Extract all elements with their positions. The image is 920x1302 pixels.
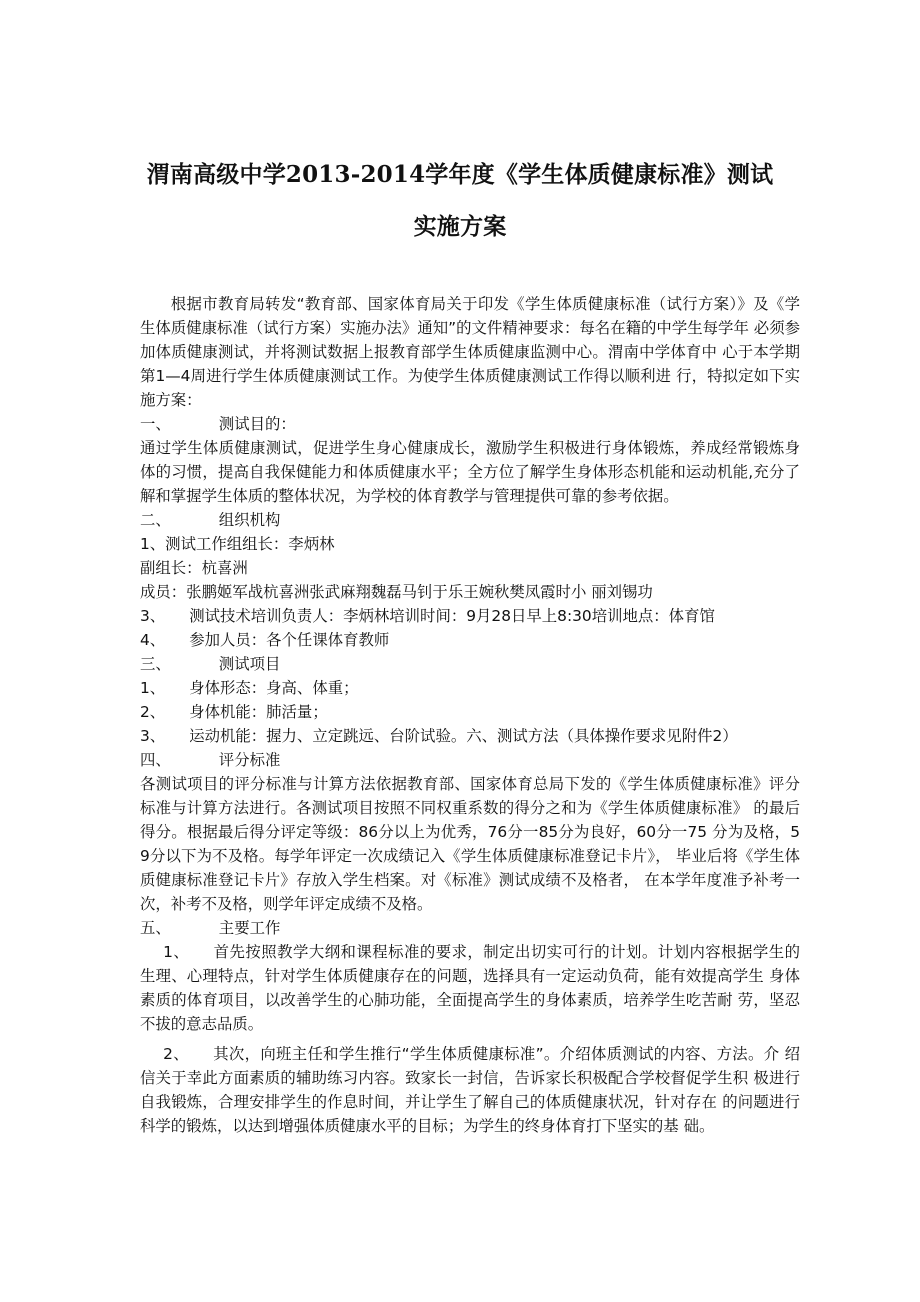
section-2-heading [140, 508, 800, 532]
section-4-title: 评分标准 [218, 751, 281, 769]
section-2-item-3 [140, 604, 800, 628]
section-2-title: 组织机构 [218, 511, 281, 529]
section-5-item-2 [140, 1042, 800, 1138]
section-4-heading [140, 748, 800, 772]
section-4-number: 四、 [140, 751, 171, 769]
section-1-paragraph: 通过学生体质健康测试，促进学生身心健康成长，激励学生积极进行身体锻炼，养成经常锻炼身体的习惯，提高自我保健能力和体质健康水平；全方位了解学生身体形态机能和运动机能,充分了解和掌握学生体质的整体状况，为学校的体育教学与管理提供可靠的参考依据。 [140, 439, 800, 505]
section-5-number: 五、 [140, 919, 171, 937]
section-2-line-3: 成员：张鹏姬军战杭喜洲张武麻翔魏磊马钊于乐王婉秋樊凤霞时小 丽刘锡功 [140, 583, 653, 601]
section-3-number: 三、 [140, 655, 171, 673]
section-3-item-2 [140, 700, 800, 724]
section-5-heading [140, 916, 800, 940]
section-3-heading [140, 652, 800, 676]
section-2-line-1: 1、测试工作组组长：李炳林 [140, 535, 335, 553]
section-5-item-2-number: 2、 [163, 1045, 189, 1063]
section-2-item-4-number: 4、 [140, 631, 166, 649]
document-title-line-1: 渭南高级中学2013-2014学年度《学生体质健康标准》测试 [146, 161, 774, 188]
section-3-item-2-number: 2、 [140, 703, 166, 721]
section-5-item-2-text: 其次，向班主任和学生推行“学生体质健康标准”。介绍体质测试的内容、方法。介 绍信关于幸此方面素质的辅助练习内容。致家长一封信，告诉家长积极配合学校督促学生积 极进行自我锻炼，合理安排学生的作息时间，并让学生了解自己的体质健康状况，针对存在 的问题进行科学的锻炼，以达到增强体质健康水平的目标；为学生的终身体育打下坚实的基 础。 [140, 1045, 800, 1135]
section-1-heading [140, 412, 800, 436]
section-2-item-4-text: 参加人员：各个任课体育教师 [189, 631, 390, 649]
section-3-item-1-number: 1、 [140, 679, 166, 697]
section-1-number: 一、 [140, 415, 171, 433]
intro-paragraph: 根据市教育局转发“教育部、国家体育局关于印发《学生体质健康标准（试行方案）》及《学 生体质健康标准（试行方案）实施办法》通知”的文件精神要求：每名在籍的中学生每学年 必须参加体质健康测试，并将测试数据上报教育部学生体质健康监测中心。渭南中学体育中 心于本学期第1—4周进行学生体质健康测试工作。为使学生体质健康测试工作得以顺利进 行，特拟定如下实施方案： [140, 295, 800, 409]
section-3-item-3-number: 3、 [140, 727, 166, 745]
section-3-item-3-text: 运动机能：握力、立定跳远、台阶试验。六、测试方法（具体操作要求见附件2） [189, 727, 738, 745]
section-5-title: 主要工作 [218, 919, 281, 937]
section-3-item-3 [140, 724, 800, 748]
section-2-item-3-number: 3、 [140, 607, 166, 625]
section-5-item-1 [140, 940, 800, 1036]
document-title-line-2: 实施方案 [413, 213, 507, 240]
section-2-number: 二、 [140, 511, 171, 529]
section-2-line-2: 副组长：杭喜洲 [140, 559, 248, 577]
section-5-item-1-text: 首先按照教学大纲和课程标准的要求，制定出切实可行的计划。计划内容根据学生的 生理、心理特点，针对学生体质健康存在的问题，选择具有一定运动负荷，能有效提高学生 身体素质的体育项目，以改善学生的心肺功能，全面提高学生的身体素质，培养学生吃苦耐 劳，坚忍不拔的意志品质。 [140, 943, 800, 1033]
section-2-item-3-text: 测试技术培训负责人：李炳林培训时间：9月28日早上8:30培训地点：体育馆 [189, 607, 715, 625]
section-3-item-1 [140, 676, 800, 700]
section-3-item-1-text: 身体形态：身高、体重； [189, 679, 359, 697]
section-3-item-2-text: 身体机能：肺活量； [189, 703, 328, 721]
document-body [140, 292, 800, 1138]
section-3-title: 测试项目 [218, 655, 281, 673]
section-1-title: 测试目的： [218, 415, 296, 433]
section-2-item-4 [140, 628, 800, 652]
section-4-paragraph: 各测试项目的评分标准与计算方法依据教育部、国家体育总局下发的《学生体质健康标准》评分标准与计算方法进行。各测试项目按照不同权重系数的得分之和为《学生体质健康标准》 的最后得分。根据最后得分评定等级：86分以上为优秀，76分一85分为良好，60分一75 分为及格，59分以下为不及格。每学年评定一次成绩记入《学生体质健康标准登记卡片》， 毕业后将《学生体质健康标准登记卡片》存放入学生档案。对《标准》测试成绩不及格者， 在本学年度准予补考一次，补考不及格，则学年评定成绩不及格。 [140, 775, 800, 913]
section-5-item-1-number: 1、 [163, 943, 190, 961]
